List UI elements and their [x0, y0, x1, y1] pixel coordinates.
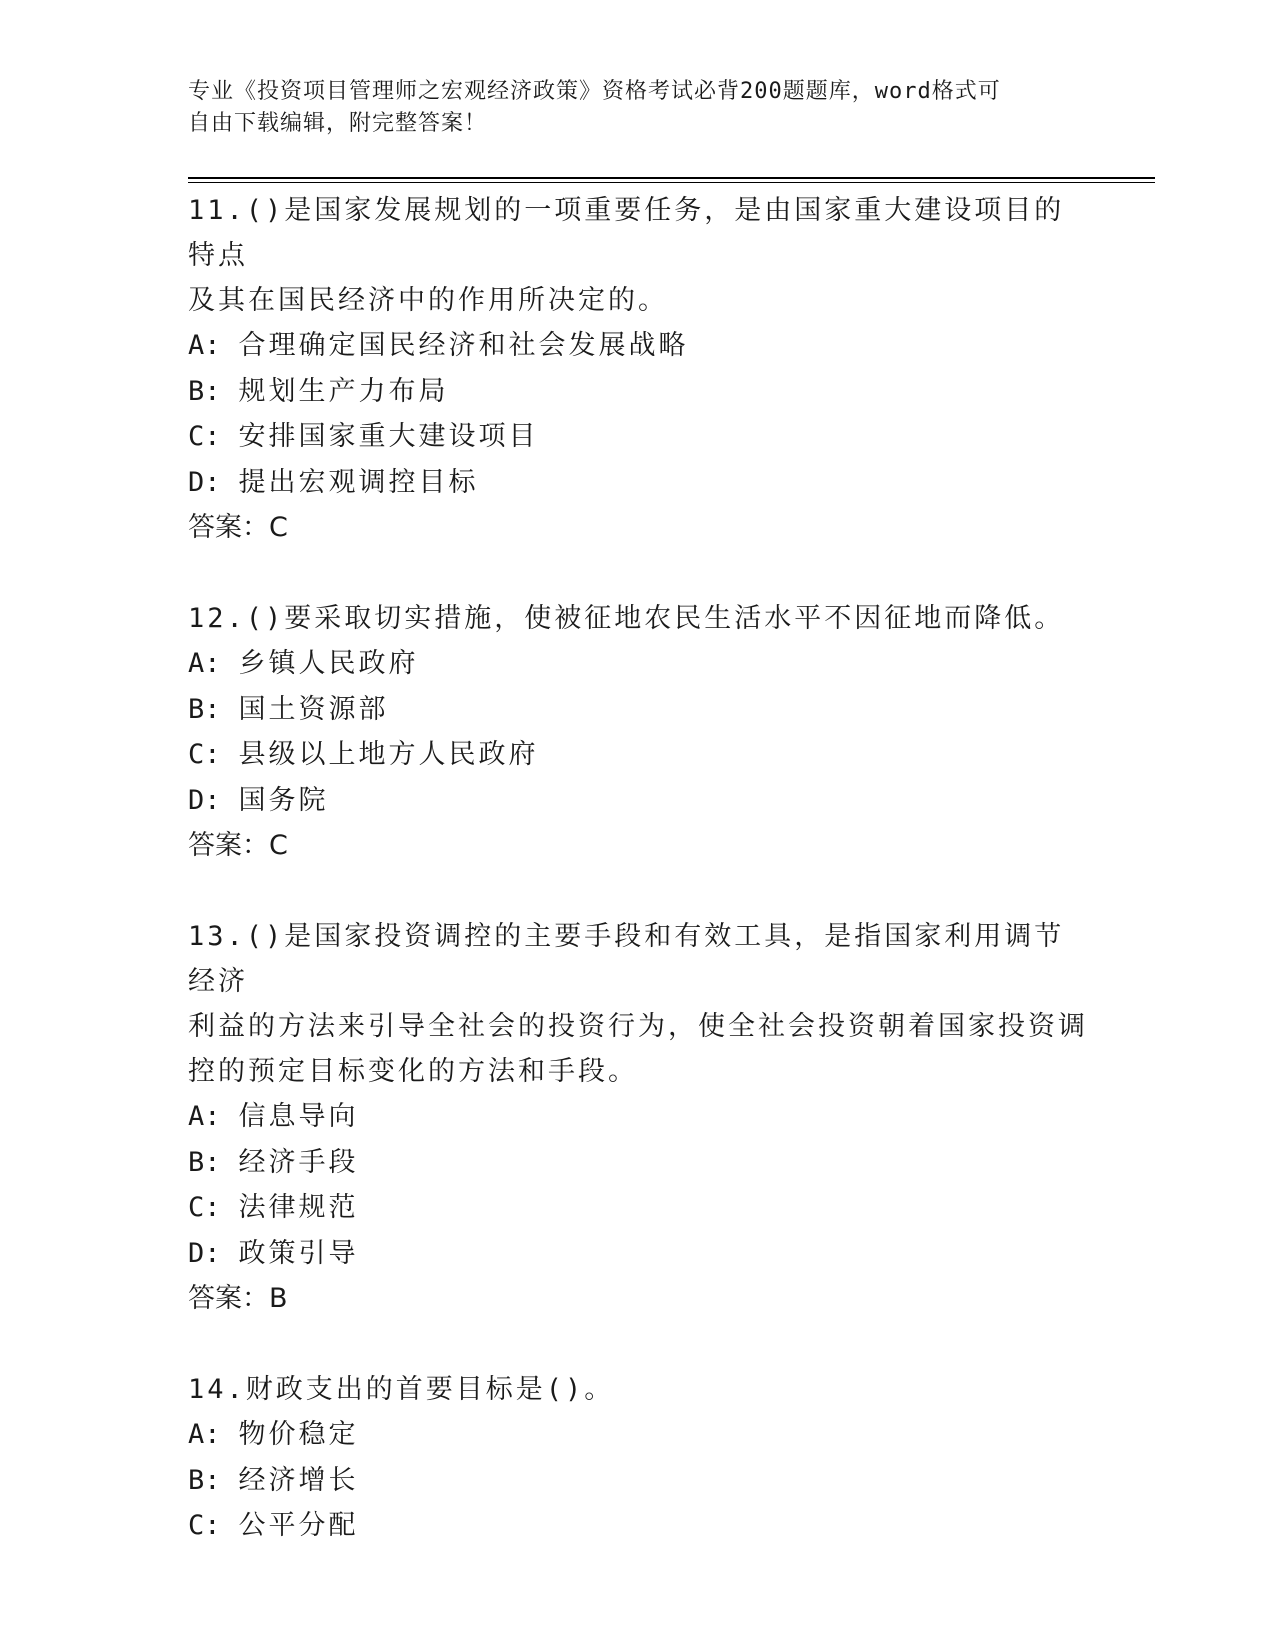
header-divider-thin — [188, 182, 1155, 183]
option-letter: D — [188, 784, 205, 816]
option-b — [188, 1458, 1088, 1504]
header-line-2: 自由下载编辑，附完整答案！ — [188, 111, 488, 136]
option-separator: : — [204, 330, 221, 361]
option-letter: B — [188, 1464, 205, 1496]
option-letter: B — [188, 375, 205, 407]
option-text: 提出宏观调控目标 — [238, 466, 479, 498]
option-text: 物价稳定 — [238, 1419, 359, 1450]
option-text: 国土资源部 — [238, 693, 389, 725]
option-text: 安排国家重大建设项目 — [238, 421, 539, 452]
header-divider-thick — [188, 177, 1155, 179]
option-text: 经济手段 — [238, 1146, 359, 1178]
option-separator: : — [204, 784, 221, 816]
option-letter: A — [188, 330, 205, 361]
option-c — [188, 732, 1088, 778]
option-text: 法律规范 — [238, 1192, 359, 1223]
answer-line: 答案：C — [188, 512, 288, 543]
option-a — [188, 641, 1088, 687]
question-12 — [188, 596, 1088, 868]
option-text: 县级以上地方人民政府 — [238, 739, 539, 770]
question-stem-line: 12.()要采取切实措施，使被征地农民生活水平不因征地而降低。 — [188, 603, 1065, 634]
question-spacer — [188, 1321, 1088, 1367]
option-letter: B — [188, 693, 205, 725]
option-letter: A — [188, 1419, 205, 1450]
option-separator: : — [204, 693, 221, 725]
option-letter: A — [188, 648, 205, 679]
option-letter: A — [188, 1101, 205, 1132]
option-text: 政策引导 — [238, 1237, 359, 1269]
option-separator: : — [204, 1192, 221, 1223]
option-separator: : — [204, 1237, 221, 1269]
option-b — [188, 687, 1088, 733]
option-separator: : — [204, 466, 221, 498]
question-stem-line: 13.()是国家投资调控的主要手段和有效工具，是指国家利用调节经济 — [188, 921, 1065, 997]
option-text: 经济增长 — [238, 1464, 359, 1496]
option-b — [188, 1140, 1088, 1186]
option-a — [188, 1412, 1088, 1458]
option-b — [188, 369, 1088, 415]
option-separator: : — [204, 1510, 221, 1541]
option-text: 乡镇人民政府 — [238, 648, 419, 679]
question-11 — [188, 188, 1088, 550]
option-d — [188, 460, 1088, 506]
answer-line: 答案：B — [188, 1283, 288, 1314]
question-list — [188, 188, 1088, 1549]
option-text: 国务院 — [238, 784, 329, 816]
option-a — [188, 1094, 1088, 1140]
option-letter: C — [188, 1192, 205, 1223]
option-separator: : — [204, 1101, 221, 1132]
option-letter: D — [188, 1237, 205, 1269]
option-separator: : — [204, 648, 221, 679]
question-stem-line: 及其在国民经济中的作用所决定的。 — [188, 285, 668, 316]
option-d — [188, 778, 1088, 824]
document-header — [188, 76, 1088, 140]
option-separator: : — [204, 1146, 221, 1178]
option-separator: : — [204, 375, 221, 407]
question-14 — [188, 1367, 1088, 1549]
option-letter: C — [188, 421, 205, 452]
option-c — [188, 1185, 1088, 1231]
option-separator: : — [204, 421, 221, 452]
option-d — [188, 1231, 1088, 1277]
question-stem-line: 11.()是国家发展规划的一项重要任务，是由国家重大建设项目的特点 — [188, 195, 1065, 271]
option-letter: D — [188, 466, 205, 498]
option-separator: : — [204, 1419, 221, 1450]
option-c — [188, 1503, 1088, 1549]
question-stem-line: 14.财政支出的首要目标是()。 — [188, 1374, 615, 1405]
option-text: 信息导向 — [238, 1101, 359, 1132]
option-text: 公平分配 — [238, 1510, 359, 1541]
question-stem-line: 利益的方法来引导全社会的投资行为，使全社会投资朝着国家投资调 — [188, 1011, 1088, 1042]
option-text: 合理确定国民经济和社会发展战略 — [238, 330, 689, 361]
option-letter: B — [188, 1146, 205, 1178]
option-c — [188, 414, 1088, 460]
question-stem-line: 控的预定目标变化的方法和手段。 — [188, 1056, 638, 1087]
option-letter: C — [188, 739, 205, 770]
option-separator: : — [204, 739, 221, 770]
question-spacer — [188, 868, 1088, 914]
question-spacer — [188, 550, 1088, 596]
answer-line: 答案：C — [188, 830, 288, 861]
question-13 — [188, 914, 1088, 1321]
option-a — [188, 323, 1088, 369]
option-separator: : — [204, 1464, 221, 1496]
option-text: 规划生产力布局 — [238, 375, 449, 407]
header-line-1: 专业《投资项目管理师之宏观经济政策》资格考试必背200题题库，word格式可 — [188, 79, 1001, 104]
option-letter: C — [188, 1510, 205, 1541]
